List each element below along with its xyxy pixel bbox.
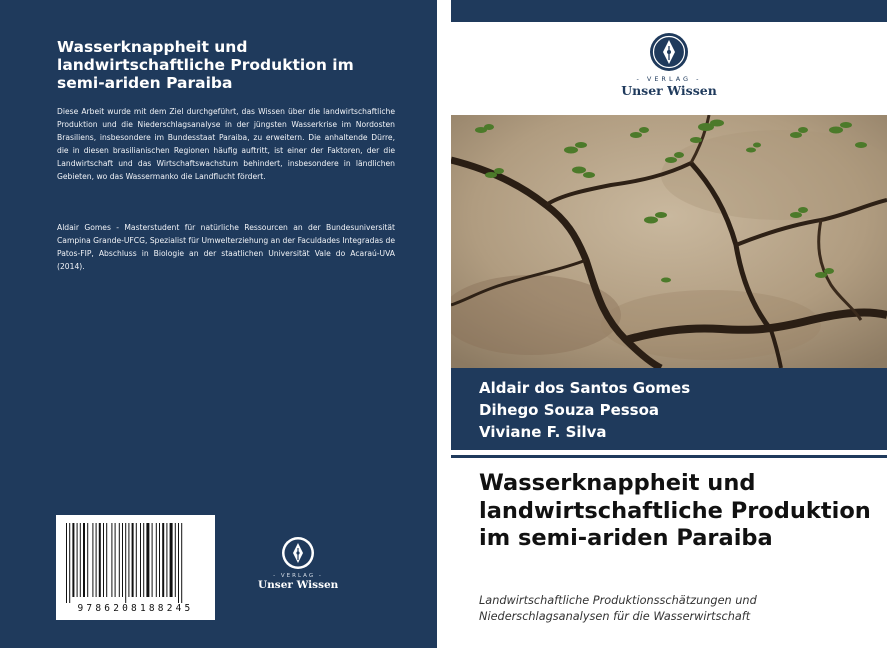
cracked-soil-image [451, 115, 887, 368]
back-publisher-name: Unser Wissen [258, 579, 339, 591]
fountain-pen-nib-icon [281, 536, 315, 570]
author-name: Viviane F. Silva [479, 423, 607, 441]
author-name: Dihego Souza Pessoa [479, 401, 660, 419]
isbn-barcode [56, 515, 215, 620]
author-name: Aldair dos Santos Gomes [479, 379, 691, 397]
front-publisher-name: Unser Wissen [621, 83, 717, 98]
front-cover-subtitle: Landwirtschaftliche Produktionsschätzungen und Niederschlagsanalysen für die Wasserwirtschaft [479, 594, 757, 623]
back-cover-title: Wasserknappheit und landwirtschaftliche Produktion im semi-ariden Paraiba [57, 38, 354, 92]
back-publisher-logo [258, 536, 338, 596]
front-publisher-verlag: - VERLAG - [636, 75, 702, 83]
fountain-pen-nib-icon [649, 32, 689, 72]
back-cover [0, 0, 437, 648]
back-cover-description: Diese Arbeit wurde mit dem Ziel durchgeführt, das Wissen über die landwirtschaftliche Produktion und die Niederschlagsanalyse in der jüngsten Wasserkrise im Nordosten Brasiliens, insbesondere im Bundesstaat Paraiba, zu erweitern. Die anhaltende Dürre, die in diesen brasilianischen Regionen häufig auftritt, ist einer der Faktoren, der die Landwirtschaft und das Wirtschaftswachstum behindert, insbesondere in ländlichen Gebieten, wo das Wassermanko die Landflucht fördert. [57, 107, 395, 181]
front-cover-title: Wasserknappheit und landwirtschaftliche Produktion im semi-ariden Paraiba [479, 470, 871, 551]
front-publisher-logo [599, 32, 739, 98]
title-divider [451, 455, 887, 458]
front-cover [451, 0, 887, 648]
spine-gap [437, 0, 451, 648]
top-band [451, 0, 887, 22]
isbn-number: 9786208188245 [77, 603, 194, 614]
author-band [451, 368, 887, 450]
back-cover-author-bio: Aldair Gomes - Masterstudent für natürliche Ressourcen an der Bundesuniversität Campina Grande-UFCG, Spezialist für Umwelterziehung an der Faculdades Integradas de Patos-FIP, Abschluss in Biologie an der staatlichen Universität Vale do Acaraú-UVA (2014). [57, 223, 395, 271]
cover-photo-cracked-soil [451, 115, 887, 368]
back-publisher-verlag: - VERLAG - [273, 573, 323, 579]
barcode-bars [66, 523, 205, 603]
